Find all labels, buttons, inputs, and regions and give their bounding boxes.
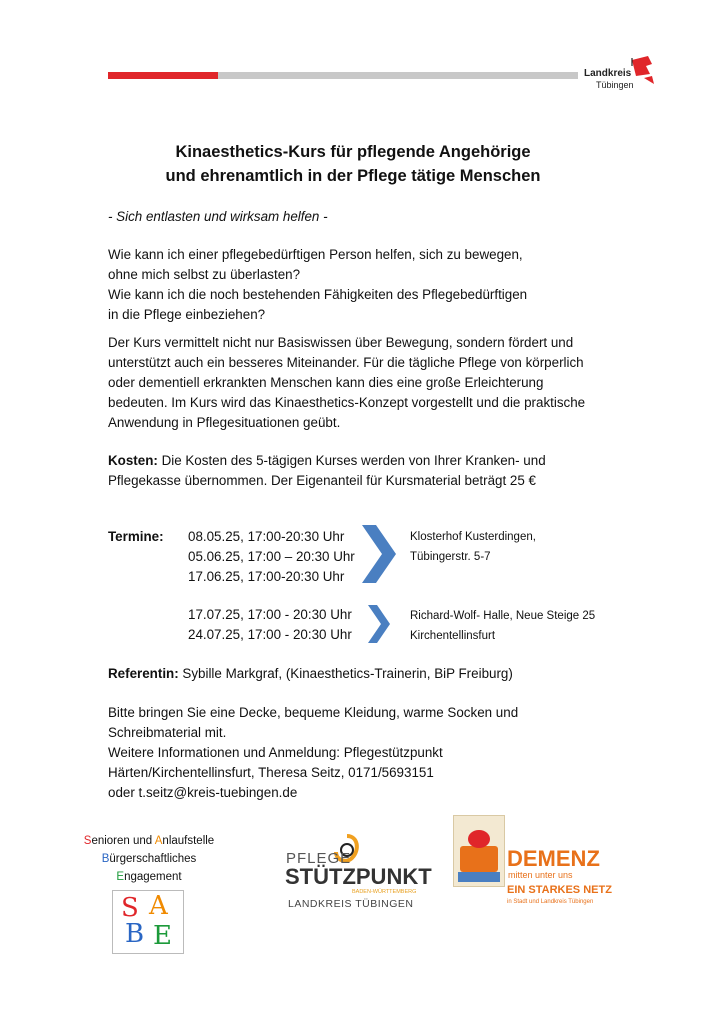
speaker-line [108,664,513,684]
arrow-chevron-icon [362,525,396,583]
sabe-letter: B [125,919,145,949]
pflege-logo-line1: PFLEGE [286,850,352,867]
sabe-letter: E [153,921,172,951]
date-entry: 17.06.25, 17:00-20:30 Uhr [188,569,345,584]
question-line: Wie kann ich die noch bestehenden Fähigkeiten des Pflegebedürftigen [108,287,528,302]
location-line: Tübingerstr. 5-7 [410,551,491,563]
description-line: Der Kurs vermittelt nicht nur Basiswissen über Bewegung, sondern fördert und [108,335,574,350]
pflege-logo-line2: STÜTZPUNKT [285,864,432,889]
sabe-logo-text [74,832,224,886]
pflege-logo-line4: LANDKREIS TÜBINGEN [288,898,414,910]
demenz-net: EIN STARKES NETZ [507,884,612,896]
location-line: Kirchentellinsfurt [410,630,496,642]
sabe-letter: S [121,893,139,923]
page-title-line2: und ehrenamtlich in der Pflege tätige Menschen [165,167,541,185]
description-line: bedeuten. Im Kurs wird das Kinaesthetics-Konzept vorgestellt und die praktische [108,395,586,410]
costs-text: Die Kosten des 5-tägigen Kurses werden von Ihrer Kranken- und [157,453,546,468]
question-line: ohne mich selbst zu überlasten? [108,267,301,282]
costs-line1 [108,451,546,471]
speaker-text: Sybille Markgraf, (Kinaesthetics-Trainerin, BiP Freiburg) [178,666,513,681]
description-line: unterstützt auch ein besseres Miteinander. Für die tägliche Pflege von körperlich [108,355,584,370]
subtitle: - Sich entlasten und wirksam helfen - [108,209,328,224]
question-line: Wie kann ich einer pflegebedürftigen Person helfen, sich zu bewegen, [108,247,523,262]
costs-line2: Pflegekasse übernommen. Der Eigenanteil für Kursmaterial beträgt 25 € [108,473,536,488]
page-title-line1: Kinaesthetics-Kurs für pflegende Angehörige [175,143,531,161]
sabe-letter: A [149,891,168,921]
info-line: Härten/Kirchentellinsfurt, Theresa Seitz, 0171/5693151 [108,765,434,780]
logo-text-line2: Tübingen [596,80,634,90]
description-line: oder dementiell erkrankten Menschen kann dies eine große Erleichterung [108,375,544,390]
demenz-region: in Stadt und Landkreis Tübingen [507,899,594,905]
question-line: in die Pflege einbeziehen? [108,307,266,322]
demenz-title: DEMENZ [507,846,600,871]
logo-text-line1: Landkreis [584,68,632,79]
sabe-line2: Bürgerschaftliches [101,853,197,865]
demenz-picture-shape [460,846,498,872]
speaker-label: Referentin: [108,666,179,681]
demenz-picture-shape [458,872,500,882]
sabe-line1: Senioren und Anlaufstelle [83,835,215,847]
location-line: Klosterhof Kusterdingen, [410,531,536,543]
date-entry: 24.07.25, 17:00 - 20:30 Uhr [188,627,352,642]
demenz-picture [453,815,505,887]
demenz-tagline: mitten unter uns [508,870,573,880]
header-bar-grey [218,72,578,79]
description-line: Anwendung in Pflegesituationen geübt. [108,415,341,430]
pflege-logo-line3: BADEN-WÜRTTEMBERG [352,889,417,895]
sabe-line3: Engagement [116,871,182,883]
dates-label: Termine: [108,529,164,544]
date-entry: 08.05.25, 17:00-20:30 Uhr [188,529,345,544]
date-entry: 05.06.25, 17:00 – 20:30 Uhr [188,549,355,564]
arrow-chevron-icon [368,605,390,643]
date-entry: 17.07.25, 17:00 - 20:30 Uhr [188,607,352,622]
info-line: Bitte bringen Sie eine Decke, bequeme Kleidung, warme Socken und [108,705,519,720]
info-line: Weitere Informationen und Anmeldung: Pflegestützpunkt [108,745,443,760]
demenz-picture-shape [468,830,490,848]
header-bar-red [108,72,218,79]
sabe-logo-box [112,890,184,954]
info-line: Schreibmaterial mit. [108,725,227,740]
costs-label: Kosten: [108,453,158,468]
location-line: Richard-Wolf- Halle, Neue Steige 25 [410,610,596,622]
info-line: oder t.seitz@kreis-tuebingen.de [108,785,298,800]
